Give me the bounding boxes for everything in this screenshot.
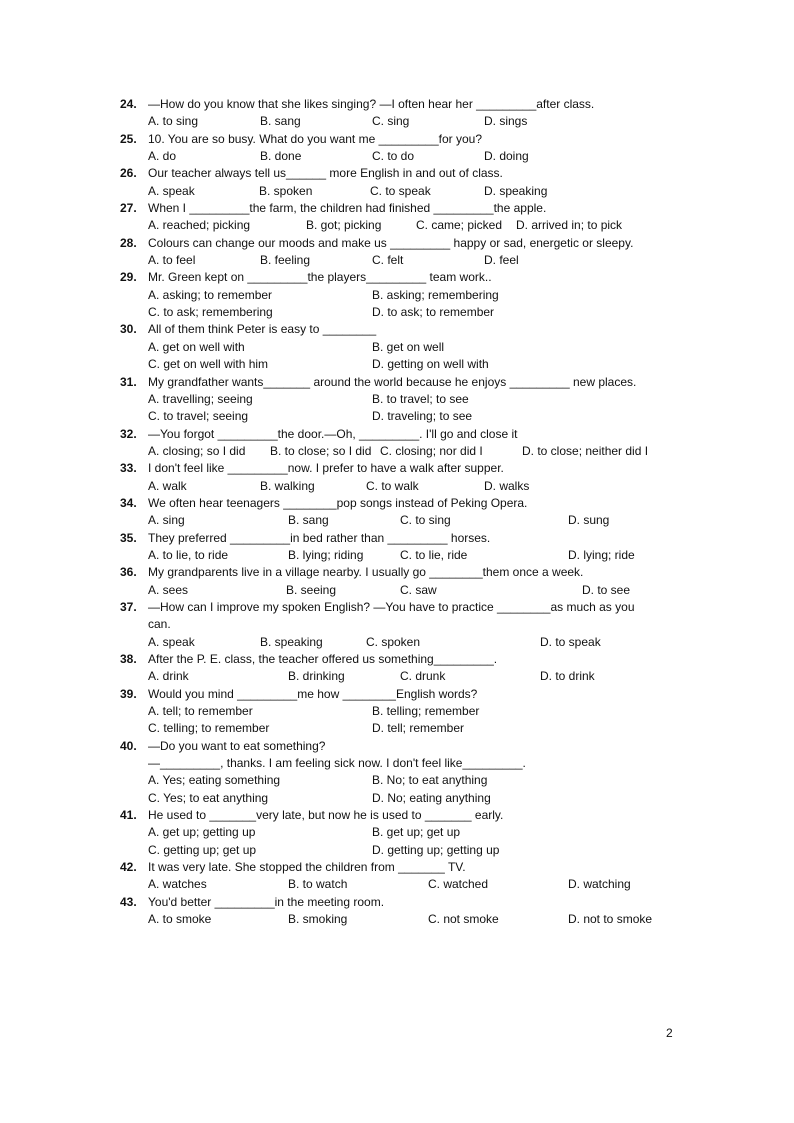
question-line (120, 686, 680, 703)
options-row (148, 183, 680, 200)
options-row (148, 443, 680, 460)
question-line (120, 738, 680, 755)
answer-option: D. walks (484, 478, 530, 493)
question-stem: My grandfather wants_______ around the world because he enjoys _________ new places. (148, 374, 637, 389)
options-row (148, 217, 680, 234)
answer-option: C. drunk (400, 669, 446, 684)
answer-option: C. came; picked (416, 218, 503, 233)
answer-option: C. saw (400, 582, 437, 597)
question-number: 28. (120, 235, 137, 250)
question-number: 43. (120, 894, 137, 909)
question-line (120, 96, 680, 113)
answer-option: B. lying; riding (288, 547, 364, 562)
options-row (148, 547, 680, 564)
answer-option: D. to see (582, 582, 631, 597)
answer-option: B. to travel; to see (372, 391, 469, 406)
options-row (148, 911, 680, 928)
question-stem: It was very late. She stopped the children from _______ TV. (148, 860, 466, 875)
answer-option: B. drinking (288, 669, 345, 684)
answer-option: A. get up; getting up (148, 825, 256, 840)
question-item (120, 426, 680, 461)
question-stem-continuation: can. (148, 617, 171, 632)
question-item (120, 374, 680, 426)
answer-option: C. to speak (370, 183, 431, 198)
question-line (120, 235, 680, 252)
answer-option: C. to ask; remembering (148, 305, 273, 320)
question-number: 31. (120, 374, 137, 389)
question-number: 26. (120, 166, 137, 181)
answer-option: C. Yes; to eat anything (148, 790, 269, 805)
options-row (148, 391, 680, 408)
answer-option: A. get on well with (148, 339, 245, 354)
options-row (148, 356, 680, 373)
question-item (120, 321, 680, 373)
answer-option: D. lying; ride (568, 547, 635, 562)
options-row (148, 582, 680, 599)
question-line (120, 321, 680, 338)
answer-option: D. tell; remember (372, 721, 465, 736)
answer-option: B. No; to eat anything (372, 773, 488, 788)
answer-option: A. travelling; seeing (148, 391, 253, 406)
question-stem: We often hear teenagers ________pop songs instead of Peking Opera. (148, 495, 528, 510)
answer-option: D. speaking (484, 183, 548, 198)
answer-option: D. doing (484, 149, 529, 164)
question-number: 35. (120, 530, 137, 545)
answer-option: B. get on well (372, 339, 445, 354)
question-item (120, 686, 680, 738)
options-row (148, 703, 680, 720)
question-stem: He used to _______very late, but now he is used to _______ early. (148, 808, 504, 823)
question-line (120, 530, 680, 547)
options-row (148, 339, 680, 356)
answer-option: B. done (260, 149, 302, 164)
answer-option: D. arrived in; to pick (516, 218, 623, 233)
question-line (120, 894, 680, 911)
answer-option: C. to walk (366, 478, 419, 493)
question-item (120, 738, 680, 807)
question-item (120, 131, 680, 166)
question-stem: After the P. E. class, the teacher offered us something_________. (148, 652, 498, 666)
answer-option: C. to do (372, 149, 415, 164)
answer-option: A. sees (148, 582, 189, 597)
answer-option: A. to sing (148, 114, 199, 129)
question-number: 30. (120, 322, 137, 337)
answer-option: B. telling; remember (372, 704, 480, 719)
answer-option: A. walk (148, 478, 187, 493)
question-line (120, 131, 680, 148)
answer-option: A. to feel (148, 253, 196, 268)
answer-option: B. to watch (288, 877, 348, 892)
question-number: 27. (120, 201, 137, 216)
question-number: 36. (120, 565, 137, 580)
answer-option: C. to sing (400, 513, 451, 528)
question-stem: —How do you know that she likes singing? —I often hear her _________after class. (148, 97, 595, 111)
question-stem: —You forgot _________the door.—Oh, _________. I'll go and close it (148, 426, 518, 441)
answer-option: B. speaking (260, 634, 323, 649)
answer-option: C. sing (372, 114, 410, 129)
question-line (120, 374, 680, 391)
question-item (120, 564, 680, 599)
answer-option: A. speak (148, 183, 195, 198)
question-item (120, 894, 680, 929)
answer-option: D. sings (484, 114, 528, 129)
question-stem: Mr. Green kept on _________the players_________ team work.. (148, 270, 492, 285)
options-row (148, 113, 680, 130)
answer-option: D. feel (484, 253, 519, 268)
options-row (148, 252, 680, 269)
question-list (120, 96, 680, 929)
question-number: 42. (120, 860, 137, 875)
question-number: 29. (120, 270, 137, 285)
question-number: 38. (120, 652, 137, 666)
question-item (120, 200, 680, 235)
question-line (120, 165, 680, 182)
answer-option: B. got; picking (306, 218, 382, 233)
question-stem: My grandparents live in a village nearby. I usually go ________them once a week. (148, 565, 584, 580)
question-line (120, 426, 680, 443)
question-stem: They preferred _________in bed rather than _________ horses. (148, 530, 491, 545)
answer-option: D. getting up; getting up (372, 842, 500, 857)
answer-option: A. to lie, to ride (148, 547, 229, 562)
options-row (148, 148, 680, 165)
answer-option: A. tell; to remember (148, 704, 253, 719)
answer-option: D. getting on well with (372, 357, 489, 372)
answer-option: B. spoken (259, 183, 313, 198)
answer-option: C. watched (428, 877, 489, 892)
options-row (148, 790, 680, 807)
question-stem: Our teacher always tell us______ more English in and out of class. (148, 166, 503, 181)
answer-option: C. to lie, ride (400, 547, 468, 562)
answer-option: C. telling; to remember (148, 721, 270, 736)
answer-option: A. closing; so I did (148, 443, 246, 458)
question-stem: When I _________the farm, the children had finished _________the apple. (148, 201, 547, 216)
question-line (120, 807, 680, 824)
question-stem: I don't feel like _________now. I prefer to have a walk after supper. (148, 461, 504, 476)
question-item (120, 269, 680, 321)
question-stem: —How can I improve my spoken English? —You have to practice ________as much as you (148, 599, 635, 614)
answer-option: A. watches (148, 877, 207, 892)
question-number: 32. (120, 426, 137, 441)
question-line (120, 495, 680, 512)
answer-option: C. to travel; seeing (148, 409, 249, 424)
question-stem-continuation: —_________, thanks. I am feeling sick now. I don't feel like_________. (148, 756, 526, 771)
answer-option: C. getting up; get up (148, 842, 257, 857)
options-row (148, 876, 680, 893)
question-number: 24. (120, 97, 137, 111)
answer-option: D. sung (568, 513, 610, 528)
question-number: 40. (120, 738, 137, 753)
options-row (148, 824, 680, 841)
answer-option: A. Yes; eating something (148, 773, 281, 788)
question-number: 33. (120, 461, 137, 476)
answer-option: A. do (148, 149, 177, 164)
options-row (148, 287, 680, 304)
answer-option: A. reached; picking (148, 218, 251, 233)
answer-option: B. sang (288, 513, 329, 528)
options-row (148, 772, 680, 789)
answer-option: B. seeing (286, 582, 337, 597)
answer-option: D. to ask; to remember (372, 305, 495, 320)
answer-option: D. not to smoke (568, 912, 653, 927)
question-item (120, 460, 680, 495)
answer-option: D. traveling; to see (372, 409, 473, 424)
answer-option: C. closing; nor did I (380, 443, 483, 458)
answer-option: A. sing (148, 513, 185, 528)
options-row (148, 720, 680, 737)
answer-option: B. to close; so I did (270, 443, 372, 458)
question-item (120, 235, 680, 270)
question-number: 41. (120, 808, 137, 823)
question-line (120, 460, 680, 477)
answer-option: C. felt (372, 253, 404, 268)
answer-option: D. to drink (540, 669, 595, 684)
answer-option: A. asking; to remember (148, 287, 273, 302)
question-stem: 10. You are so busy. What do you want me _________for you? (148, 131, 483, 146)
question-number: 39. (120, 686, 137, 701)
question-line (120, 200, 680, 217)
answer-option: B. get up; get up (372, 825, 461, 840)
question-number: 34. (120, 495, 137, 510)
question-line (120, 651, 680, 668)
options-row (148, 512, 680, 529)
answer-option: C. not smoke (428, 912, 499, 927)
question-stem: You'd better _________in the meeting room. (148, 894, 385, 909)
answer-option: A. drink (148, 669, 189, 684)
answer-option: D. watching (568, 877, 631, 892)
options-row (148, 842, 680, 859)
options-row (148, 478, 680, 495)
answer-option: B. walking (260, 478, 315, 493)
answer-option: D. to speak (540, 634, 601, 649)
question-item (120, 651, 680, 686)
question-item (120, 530, 680, 565)
answer-option: B. asking; remembering (372, 287, 499, 302)
question-item (120, 96, 680, 131)
options-row (148, 304, 680, 321)
options-row (148, 634, 680, 651)
question-item (120, 165, 680, 200)
answer-option: D. No; eating anything (372, 790, 491, 805)
question-stem: —Do you want to eat something? (148, 738, 326, 753)
page-number: 2 (666, 1026, 673, 1040)
question-line (120, 564, 680, 581)
answer-option: C. get on well with him (148, 357, 269, 372)
answer-option: A. speak (148, 634, 195, 649)
question-line (120, 599, 680, 616)
options-row (148, 668, 680, 685)
question-stem: Colours can change our moods and make us _________ happy or sad, energetic or sleepy. (148, 235, 634, 250)
options-row (148, 408, 680, 425)
question-item (120, 599, 680, 651)
answer-option: B. feeling (260, 253, 311, 268)
question-stem: Would you mind _________me how ________English words? (148, 686, 478, 701)
answer-option: B. smoking (288, 912, 348, 927)
answer-option: D. to close; neither did I (522, 443, 649, 458)
question-number: 25. (120, 131, 137, 146)
question-number: 37. (120, 599, 137, 614)
question-item (120, 859, 680, 894)
question-line (120, 269, 680, 286)
answer-option: C. spoken (366, 634, 421, 649)
question-item (120, 807, 680, 859)
answer-option: B. sang (260, 114, 301, 129)
question-line (120, 859, 680, 876)
answer-option: A. to smoke (148, 912, 212, 927)
question-stem: All of them think Peter is easy to ________ (148, 322, 377, 337)
question-item (120, 495, 680, 530)
